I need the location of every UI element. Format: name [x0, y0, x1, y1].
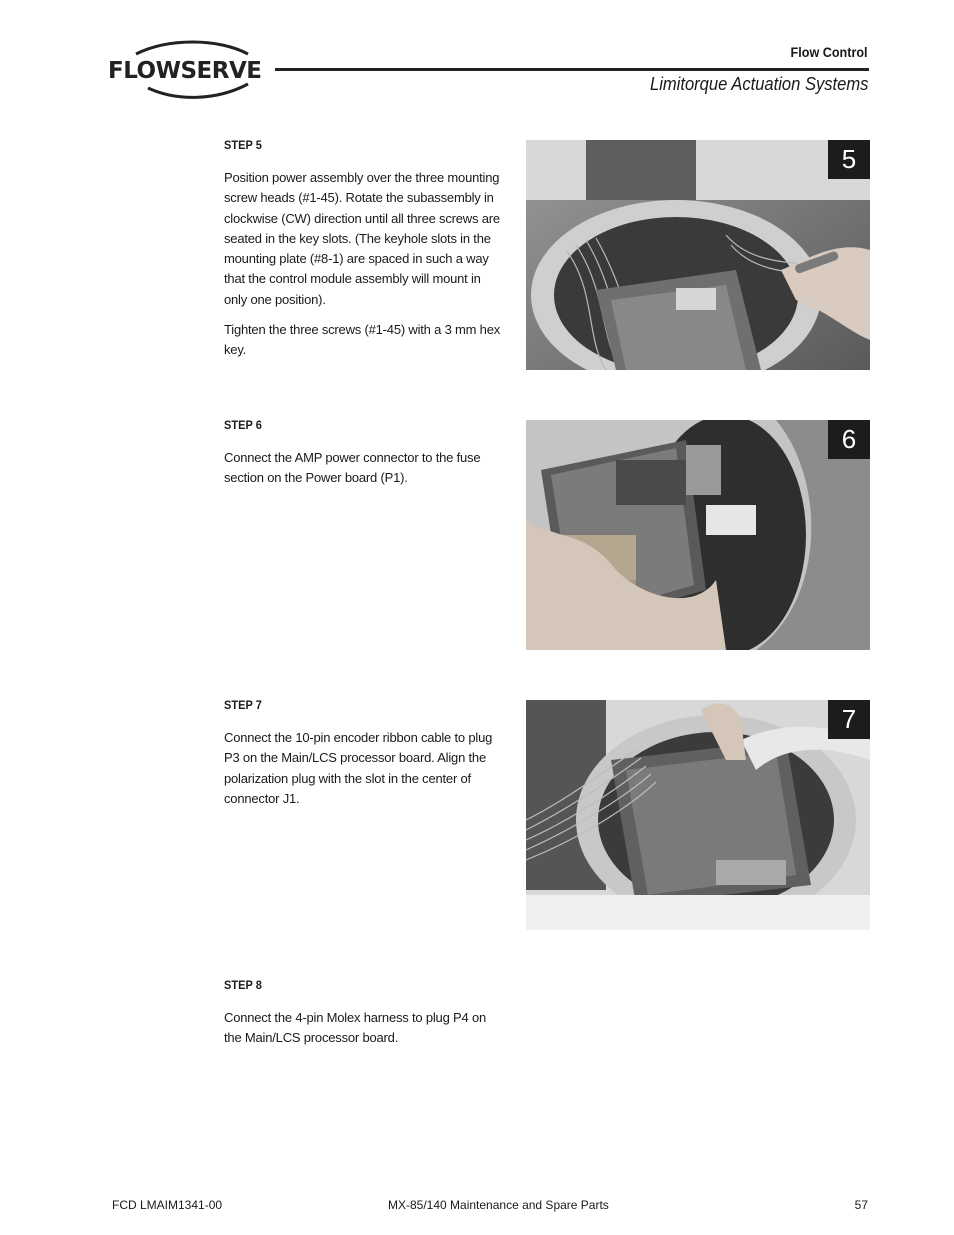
- footer-page-number: 57: [854, 1198, 868, 1212]
- actuator-photo-illustration: [526, 140, 870, 370]
- step-text: Connect the AMP power connector to the fuse section on the Power board (P1).: [224, 450, 481, 486]
- logo-wordmark: FLOWSERVE: [108, 58, 262, 84]
- figure-number-badge: 5: [828, 140, 870, 179]
- actuator-photo-illustration: [526, 700, 870, 930]
- step-7-section: [224, 698, 504, 819]
- header-division: Flow Control: [791, 44, 868, 60]
- step-label: STEP 6: [224, 418, 262, 432]
- step-label: STEP 5: [224, 138, 262, 152]
- header-rule: [275, 68, 869, 71]
- step-label: STEP 8: [224, 978, 262, 992]
- step-8-section: [224, 978, 504, 1059]
- step-6-section: [224, 418, 504, 499]
- figure-7-photo: [526, 700, 870, 930]
- footer-doc-code: FCD LMAIM1341-00: [112, 1198, 223, 1212]
- flowserve-logo: [108, 40, 268, 100]
- footer-doc-title: MX-85/140 Maintenance and Spare Parts: [388, 1198, 609, 1212]
- figure-number-badge: 6: [828, 420, 870, 459]
- actuator-photo-illustration: [526, 420, 870, 650]
- header-subtitle: Limitorque Actuation Systems: [649, 74, 868, 94]
- figure-6-photo: [526, 420, 870, 650]
- figure-number-badge: 7: [828, 700, 870, 739]
- step-text: Connect the 10-pin encoder ribbon cable to plug P3 on the Main/LCS processor board. Align the polarization plug with the slot in the center of connector J1.: [224, 730, 493, 806]
- step-text: Position power assembly over the three mounting screw heads (#1-45). Rotate the subassembly in clockwise (CW) direction until all three screws are seated in the key slots. (The keyhole slots in the mounting plate (#8-1) are spaced in such a way that the control module assembly will mount in only one position).: [224, 170, 500, 307]
- step-5-section: [224, 138, 504, 371]
- figure-5-photo: [526, 140, 870, 370]
- step-label: STEP 7: [224, 698, 262, 712]
- step-text: Tighten the three screws (#1-45) with a 3 mm hex key.: [224, 322, 501, 358]
- step-text: Connect the 4-pin Molex harness to plug P4 on the Main/LCS processor board.: [224, 1010, 487, 1046]
